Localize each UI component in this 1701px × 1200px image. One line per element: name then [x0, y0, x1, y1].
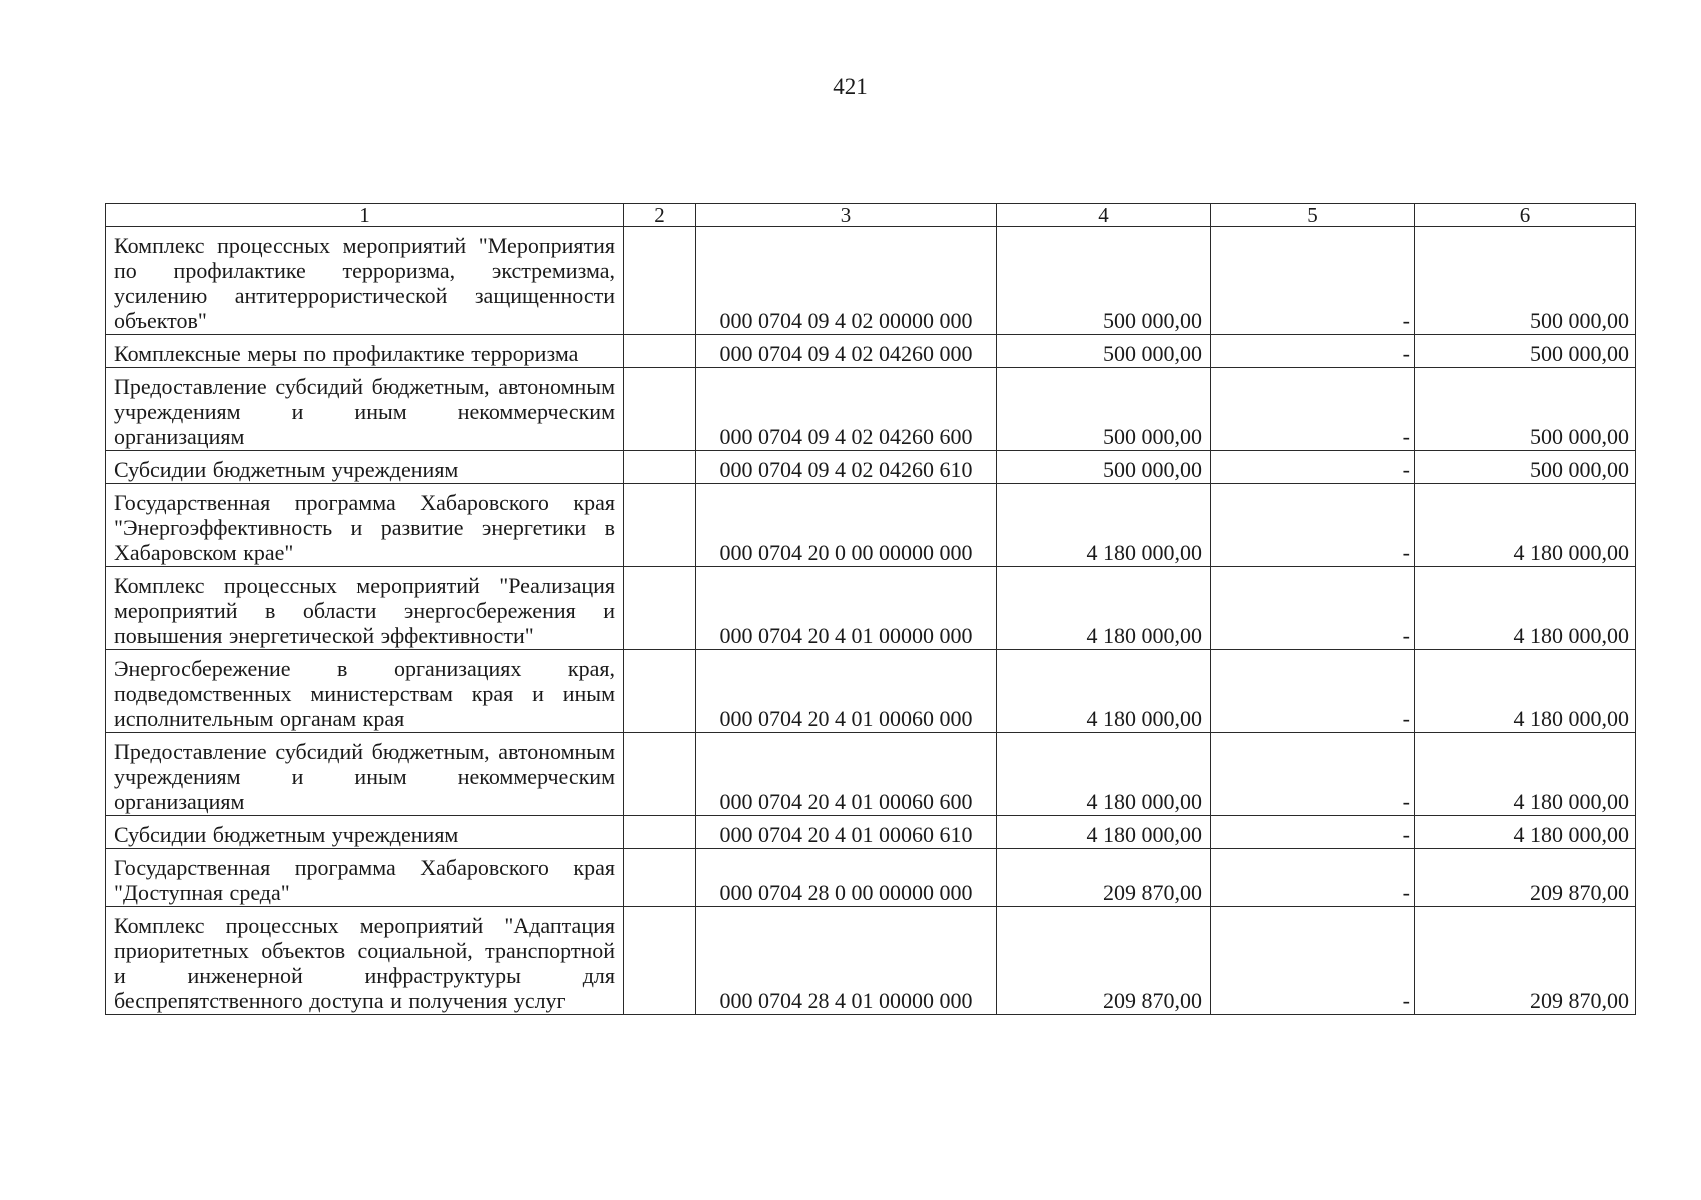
- row-name: Энергосбережение в организациях края, подведомственных министерствам края и иным исполнительным органам края: [106, 650, 624, 733]
- column-header-1: 1: [106, 204, 624, 227]
- row-total: 500 000,00: [1415, 451, 1636, 484]
- table-row: [106, 567, 1636, 650]
- column-header-5: 5: [1211, 204, 1415, 227]
- row-change: -: [1211, 849, 1415, 907]
- table-row: [106, 368, 1636, 451]
- row-col2: [624, 484, 696, 567]
- row-code: 000 0704 20 4 01 00060 000: [696, 650, 997, 733]
- row-col2: [624, 907, 696, 1015]
- row-code: 000 0704 09 4 02 04260 610: [696, 451, 997, 484]
- table-row: [106, 484, 1636, 567]
- column-header-3: 3: [696, 204, 997, 227]
- row-total: 500 000,00: [1415, 335, 1636, 368]
- row-col2: [624, 816, 696, 849]
- row-change: -: [1211, 816, 1415, 849]
- table-row: [106, 227, 1636, 335]
- row-name: Субсидии бюджетным учреждениям: [106, 451, 624, 484]
- row-col2: [624, 451, 696, 484]
- row-total: 209 870,00: [1415, 907, 1636, 1015]
- header-row: [106, 204, 1636, 227]
- row-name: Комплексные меры по профилактике терроризма: [106, 335, 624, 368]
- row-amount: 500 000,00: [997, 368, 1211, 451]
- row-amount: 209 870,00: [997, 907, 1211, 1015]
- row-col2: [624, 368, 696, 451]
- row-total: 4 180 000,00: [1415, 816, 1636, 849]
- row-change: -: [1211, 484, 1415, 567]
- table-row: [106, 849, 1636, 907]
- table-row: [106, 816, 1636, 849]
- row-code: 000 0704 09 4 02 04260 600: [696, 368, 997, 451]
- row-change: -: [1211, 227, 1415, 335]
- row-code: 000 0704 09 4 02 00000 000: [696, 227, 997, 335]
- table-row: [106, 335, 1636, 368]
- row-col2: [624, 849, 696, 907]
- row-total: 4 180 000,00: [1415, 567, 1636, 650]
- row-col2: [624, 567, 696, 650]
- row-name: Предоставление субсидий бюджетным, автономным учреждениям и иным некоммерческим организациям: [106, 368, 624, 451]
- table-row: [106, 733, 1636, 816]
- row-name: Комплекс процессных мероприятий "Адаптация приоритетных объектов социальной, транспортной и инженерной инфраструктуры для беспрепятственного доступа и получения услуг: [106, 907, 624, 1015]
- row-change: -: [1211, 650, 1415, 733]
- column-header-2: 2: [624, 204, 696, 227]
- row-change: -: [1211, 567, 1415, 650]
- row-name: Государственная программа Хабаровского края "Доступная среда": [106, 849, 624, 907]
- column-header-6: 6: [1415, 204, 1636, 227]
- row-code: 000 0704 28 0 00 00000 000: [696, 849, 997, 907]
- row-change: -: [1211, 368, 1415, 451]
- row-total: 4 180 000,00: [1415, 650, 1636, 733]
- row-col2: [624, 335, 696, 368]
- row-code: 000 0704 20 0 00 00000 000: [696, 484, 997, 567]
- row-total: 500 000,00: [1415, 368, 1636, 451]
- page-number: 421: [833, 74, 868, 99]
- row-code: 000 0704 09 4 02 04260 000: [696, 335, 997, 368]
- row-name: Комплекс процессных мероприятий "Реализация мероприятий в области энергосбережения и повышения энергетической эффективности": [106, 567, 624, 650]
- row-code: 000 0704 28 4 01 00000 000: [696, 907, 997, 1015]
- row-code: 000 0704 20 4 01 00060 610: [696, 816, 997, 849]
- row-amount: 4 180 000,00: [997, 733, 1211, 816]
- table-row: [106, 650, 1636, 733]
- budget-table: [105, 203, 1636, 1015]
- row-amount: 500 000,00: [997, 335, 1211, 368]
- row-code: 000 0704 20 4 01 00000 000: [696, 567, 997, 650]
- row-amount: 4 180 000,00: [997, 650, 1211, 733]
- row-total: 4 180 000,00: [1415, 733, 1636, 816]
- row-change: -: [1211, 335, 1415, 368]
- row-amount: 209 870,00: [997, 849, 1211, 907]
- row-total: 209 870,00: [1415, 849, 1636, 907]
- row-amount: 4 180 000,00: [997, 484, 1211, 567]
- row-change: -: [1211, 733, 1415, 816]
- row-col2: [624, 733, 696, 816]
- table-header: [106, 204, 1636, 227]
- row-code: 000 0704 20 4 01 00060 600: [696, 733, 997, 816]
- row-total: 4 180 000,00: [1415, 484, 1636, 567]
- row-amount: 4 180 000,00: [997, 567, 1211, 650]
- row-change: -: [1211, 907, 1415, 1015]
- row-name: Комплекс процессных мероприятий "Мероприятия по профилактике терроризма, экстремизма, усилению антитеррористической защищенности объектов": [106, 227, 624, 335]
- row-name: Субсидии бюджетным учреждениям: [106, 816, 624, 849]
- row-name: Государственная программа Хабаровского края "Энергоэффективность и развитие энергетики в Хабаровском крае": [106, 484, 624, 567]
- column-header-4: 4: [997, 204, 1211, 227]
- table-body: [106, 227, 1636, 1015]
- row-col2: [624, 650, 696, 733]
- table-row: [106, 451, 1636, 484]
- row-amount: 500 000,00: [997, 451, 1211, 484]
- row-amount: 4 180 000,00: [997, 816, 1211, 849]
- row-amount: 500 000,00: [997, 227, 1211, 335]
- row-change: -: [1211, 451, 1415, 484]
- row-name: Предоставление субсидий бюджетным, автономным учреждениям и иным некоммерческим организациям: [106, 733, 624, 816]
- row-col2: [624, 227, 696, 335]
- table-row: [106, 907, 1636, 1015]
- row-total: 500 000,00: [1415, 227, 1636, 335]
